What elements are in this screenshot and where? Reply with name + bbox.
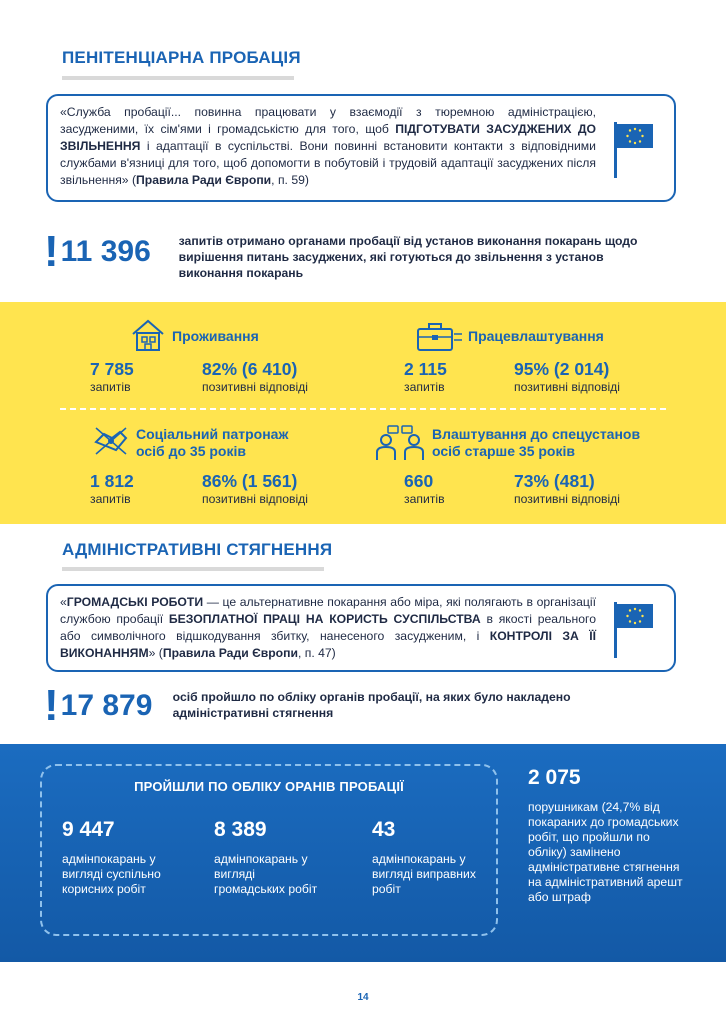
- probation-description: адмінпокарань у вигляді громадських робіт: [214, 852, 318, 896]
- positive-label: позитивні відповіді: [202, 380, 308, 394]
- requests-label: запитів: [90, 492, 131, 506]
- divider: [60, 408, 666, 410]
- positive-value: 86% (1 561): [202, 471, 298, 491]
- people-talk-icon: [374, 424, 426, 462]
- section-rule: [62, 76, 294, 80]
- eu-flag-icon: [612, 120, 656, 180]
- quote-source: Правила Ради Європи: [162, 646, 298, 660]
- quote-text: , п. 47): [297, 646, 336, 660]
- quote-emphasis: КОНТРОЛІ ЗА ЇЇ ВИКОНАННЯМ: [60, 629, 596, 660]
- briefcase-icon: [412, 320, 464, 352]
- probation-title: ПРОЙШЛИ ПО ОБЛІКУ ОРАНІВ ПРОБАЦІЇ: [134, 779, 404, 794]
- probation-description: адмінпокарань у вигляді виправних робіт: [372, 852, 476, 896]
- category-title-patronage: Соціальний патронаж осіб до 35 років: [136, 426, 289, 459]
- stat-persons: [44, 681, 643, 730]
- stat-value: 11 396: [60, 235, 151, 268]
- category-title-special: Влаштування до спецустанов осіб старше 35 років: [432, 426, 641, 459]
- category-title-housing: Проживання: [172, 328, 259, 344]
- exclamation-icon: !: [44, 227, 59, 276]
- requests-label: запитів: [404, 492, 445, 506]
- stat-description: запитів отримано органами пробації від установ виконання покарань щодо вирішення питань засуджених, які готуються до звільнення з установ виконання покарань: [178, 234, 638, 280]
- requests-value: 660: [404, 471, 434, 491]
- probation-value: 9 447: [62, 818, 115, 841]
- quote-box-penitentiary: [46, 94, 676, 202]
- positive-label: позитивні відповіді: [514, 380, 620, 394]
- quote-emphasis: ПІДГОТУВАТИ ЗАСУДЖЕНИХ ДО ЗВІЛЬНЕННЯ: [60, 122, 596, 153]
- requests-label: запитів: [404, 380, 445, 394]
- section-rule: [62, 567, 324, 571]
- eu-flag-icon: [612, 600, 656, 660]
- probation-description: адмінпокарань у вигляді суспільно корисних робіт: [62, 852, 161, 896]
- quote-text: » (: [148, 646, 163, 660]
- section-title-penitentiary: ПЕНІТЕНЦІАРНА ПРОБАЦІЯ: [62, 48, 301, 67]
- house-icon: [130, 318, 166, 352]
- stat-description: осіб пройшло по обліку органів пробації, на яких було накладено адміністративні стягнення: [172, 690, 571, 720]
- quote-text: , п. 59): [271, 173, 309, 187]
- section-title-administrative: АДМІНІСТРАТИВНІ СТЯГНЕННЯ: [62, 540, 333, 559]
- stat-requests: [44, 227, 649, 281]
- requests-value: 2 115: [404, 359, 447, 379]
- side-value: 2 075: [528, 766, 581, 789]
- positive-value: 95% (2 014): [514, 359, 610, 379]
- stat-value: 17 879: [60, 689, 153, 722]
- handshake-icon: [92, 424, 130, 458]
- positive-label: позитивні відповіді: [514, 492, 620, 506]
- quote-source: Правила Ради Європи: [136, 173, 272, 187]
- requests-value: 1 812: [90, 471, 134, 491]
- positive-value: 82% (6 410): [202, 359, 298, 379]
- requests-value: 7 785: [90, 359, 134, 379]
- quote-text: «Служба пробації... повинна працювати у взаємодії з тюремною адміністрацією, засудженими, їх сім'ями і громадськістю для того, щоб: [60, 105, 596, 136]
- quote-emphasis: ГРОМАДСЬКІ РОБОТИ: [66, 595, 204, 609]
- quote-emphasis: БЕЗОПЛАТНОЇ ПРАЦІ НА КОРИСТЬ СУСПІЛЬСТВА: [168, 612, 481, 626]
- quote-text: і адаптації в суспільстві. Вони повинні встановити контакти з відповідними службами в'язниці для того, щоб допомогти в побутовій і трудовій адаптації засуджених після звільнення» (: [60, 139, 596, 187]
- page-number: 14: [357, 992, 369, 1003]
- quote-text: в якості реального або символічного відшкодування збитку, нанесеного засудженим, і: [60, 612, 596, 643]
- probation-value: 8 389: [214, 818, 267, 841]
- positive-label: позитивні відповіді: [202, 492, 308, 506]
- category-title-employment: Працевлаштування: [468, 328, 604, 344]
- positive-value: 73% (481): [514, 471, 595, 491]
- requests-label: запитів: [90, 380, 131, 394]
- probation-value: 43: [372, 818, 396, 841]
- quote-box-public-works: «ГРОМАДСЬКІ РОБОТИ — це альтернативне покарання або міра, які полягають в організації службою пробації БЕЗОПЛАТНОЇ ПРАЦІ НА КОРИСТЬ СУСПІЛЬСТВА в якості реального або символічного відшкодування збитку, нанесеного засудженим, і КОНТРОЛІ ЗА ЇЇ ВИКОНАННЯМ» (Правила Ради Європи, п. 47): [46, 584, 676, 672]
- quote-text: — це альтернативне покарання або міра, які полягають в організації службою пробації: [60, 595, 596, 626]
- side-description: порушникам (24,7% від покараних до громадських робіт, що пройшли по обліку) замінено адміністративне стягнення на адміністративний арешт або штраф: [528, 800, 683, 904]
- exclamation-icon: !: [44, 681, 59, 730]
